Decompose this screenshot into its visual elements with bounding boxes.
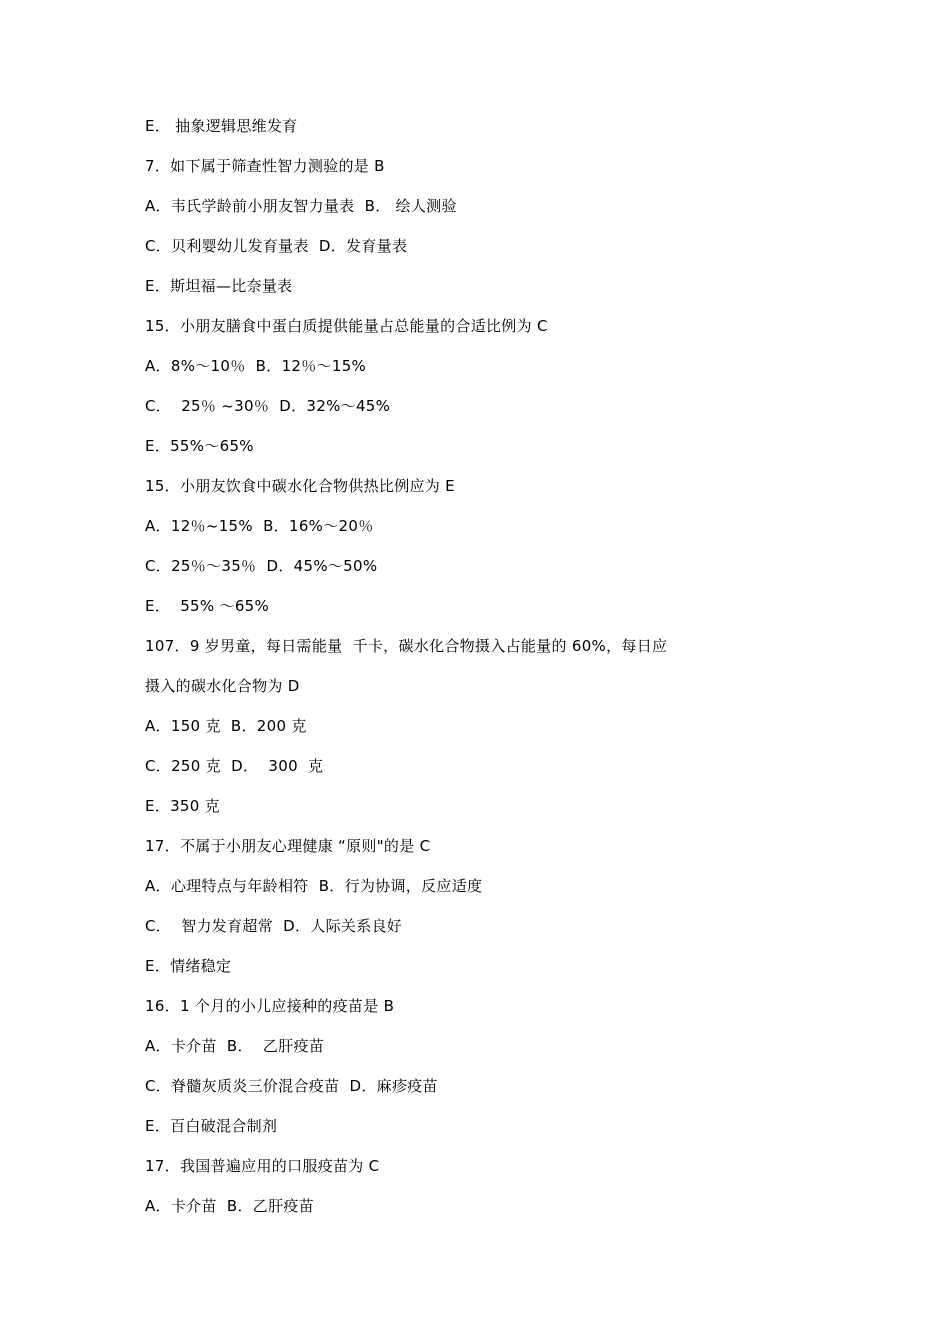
answer-options: A．心理特点与年龄相符 B．行为协调，反应适度 xyxy=(145,877,483,895)
question-stem: 107．9 岁男童，每日需能量 千卡，碳水化合物摄入占能量的 60%，每日应 xyxy=(145,637,668,655)
answer-options: E． 55% ～65% xyxy=(145,597,270,615)
answer-options: E．情绪稳定 xyxy=(145,957,232,975)
answer-options: C．脊髓灰质炎三价混合疫苗 D．麻疹疫苗 xyxy=(145,1077,438,1095)
answer-options: A．8%～10％ B．12％～15% xyxy=(145,357,367,375)
question-stem: 16．1 个月的小儿应接种的疫苗是 B xyxy=(145,997,395,1015)
answer-options: E．斯坦福—比奈量表 xyxy=(145,277,293,295)
question-stem: 15．小朋友饮食中碳水化合物供热比例应为 E xyxy=(145,477,455,495)
answer-options: A．韦氏学龄前小朋友智力量表 B． 绘人测验 xyxy=(145,197,457,215)
answer-options: C． 25％ ~30％ D．32%～45% xyxy=(145,397,391,415)
answer-options: C．25％～35％ D．45%～50% xyxy=(145,557,378,575)
answer-options: E．55%～65% xyxy=(145,437,254,455)
question-stem-continued: 摄入的碳水化合物为 D xyxy=(145,677,300,695)
answer-options: C． 智力发育超常 D．人际关系良好 xyxy=(145,917,403,935)
question-stem: 7．如下属于筛查性智力测验的是 B xyxy=(145,157,385,175)
text-line: E． 抽象逻辑思维发育 xyxy=(145,117,298,135)
question-stem: 17．不属于小朋友心理健康 “原则"的是 C xyxy=(145,837,431,855)
question-stem: 17．我国普遍应用的口服疫苗为 C xyxy=(145,1157,380,1175)
answer-options: A．卡介苗 B． 乙肝疫苗 xyxy=(145,1037,325,1055)
answer-options: C．250 克 D． 300 克 xyxy=(145,757,324,775)
answer-options: A．卡介苗 B．乙肝疫苗 xyxy=(145,1197,314,1215)
answer-options: A．150 克 B．200 克 xyxy=(145,717,307,735)
answer-options: A．12％~15% B．16%～20％ xyxy=(145,517,374,535)
question-stem: 15．小朋友膳食中蛋白质提供能量占总能量的合适比例为 C xyxy=(145,317,548,335)
document-body xyxy=(145,114,845,1234)
answer-options: C．贝利婴幼儿发育量表 D．发育量表 xyxy=(145,237,408,255)
answer-options: E．350 克 xyxy=(145,797,220,815)
answer-options: E．百白破混合制剂 xyxy=(145,1117,278,1135)
